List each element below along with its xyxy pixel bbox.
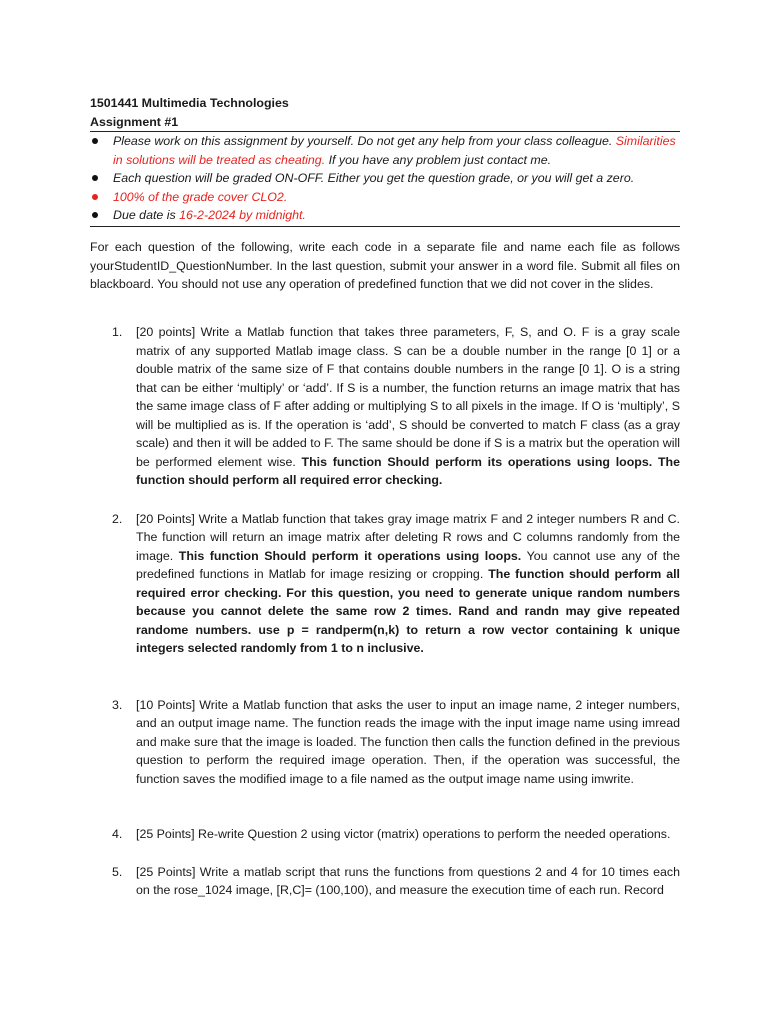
instruction-item — [90, 132, 680, 169]
question-number: 1. — [112, 325, 123, 339]
grading-note: Each question will be graded ON-OFF. Either you get the question grade, or you will get a zero. — [113, 171, 635, 185]
instruction-text: Please work on this assignment by yourself. Do not get any help from your class colleague. — [113, 134, 613, 148]
contact-note: If you have any problem just contact me. — [328, 152, 552, 167]
question-number: 3. — [112, 697, 123, 712]
question-number: 4. — [112, 827, 123, 841]
question-item — [90, 323, 680, 490]
question-text: [25 Points] Write a matlab script that runs the functions from questions 2 and 4 for 10 times each on the rose_1024 image, [R,C]= (100,100), and measure the execution time of each run. Record — [136, 864, 680, 897]
assignment-header — [90, 94, 680, 227]
question-text: [20 points] Write a Matlab function that takes three parameters, F, S, and O. F is a gray scale matrix of any supported Matlab image class. S can be a double number in the range [0 1] or a double matrix of the same size of F that contains double numbers in the range [0 1]. O is a string that can be either ‘multiply’ or ‘add’. If S is a number, the function returns an image matrix that has the same image class of F after adding or multiplying S to all pixels in the image. If O is ‘multiply’, S will be multiplied as is. If the operation is ‘add’, S should be converted to match F class (as a gray scale) and then it will be added to F. The same should be done if S is a matrix but the operation will be performed element wise. — [136, 325, 680, 469]
due-date-value: 16-2-2024 by midnight. — [179, 208, 306, 222]
question-requirement: This function Should perform it operations using loops. — [178, 548, 522, 563]
instructions-list — [90, 132, 680, 227]
question-item — [90, 510, 680, 658]
cheating-warning: Similarities in solutions will be treated as cheating. — [113, 134, 676, 167]
question-number: 2. — [112, 511, 123, 526]
intro-paragraph: For each question of the following, write each code in a separate file and name each file as follows yourStudentID_QuestionNumber. In the last question, submit your answer in a word file. Submit all files on blackboard. You should not use any operation of predefined function that we did not cover in the slides. — [90, 240, 680, 291]
instruction-item — [90, 206, 680, 225]
question-requirement: This function Should perform its operations using loops. The function should perform all required error checking. — [136, 454, 680, 487]
question-item — [90, 863, 680, 900]
question-item — [90, 696, 680, 789]
question-text: [25 Points] Re-write Question 2 using victor (matrix) operations to perform the needed operations. — [136, 827, 671, 841]
question-text: You cannot use any of the predefined functions in Matlab for image resizing or cropping. — [136, 548, 680, 581]
question-number: 5. — [112, 864, 123, 879]
question-text: [20 Points] Write a Matlab function that takes gray image matrix F and 2 integer numbers R and C. The function will return an image matrix after deleting R rows and C columns randomly from the image. — [136, 511, 680, 563]
due-date-label: Due date is — [113, 208, 176, 222]
clo-note: 100% of the grade cover CLO2. — [113, 189, 288, 204]
question-text: [10 Points] Write a Matlab function that asks the user to input an image name, 2 integer numbers, and an output image name. The function reads the image with the input image name using imread and make sure that the image is loaded. The function then calls the function defined in the previous question to perform the required image operation. Then, if the operation was successful, the function saves the modified image to a file named as the output image name using imwrite. — [136, 697, 680, 786]
instruction-item — [90, 169, 680, 188]
instruction-item — [90, 188, 680, 207]
assignment-title: Assignment #1 — [90, 113, 680, 133]
question-item — [90, 825, 680, 844]
question-requirement: The function should perform all required error checking. For this question, you need to generate unique random numbers because you cannot delete the same row 2 times. Rand and randn may give repeated randome numbers. use p = randperm(n,k) to return a row vector containing k unique integers selected randomly from 1 to n inclusive. — [136, 567, 680, 655]
course-title: 1501441 Multimedia Technologies — [90, 96, 289, 110]
question-list — [90, 323, 680, 900]
